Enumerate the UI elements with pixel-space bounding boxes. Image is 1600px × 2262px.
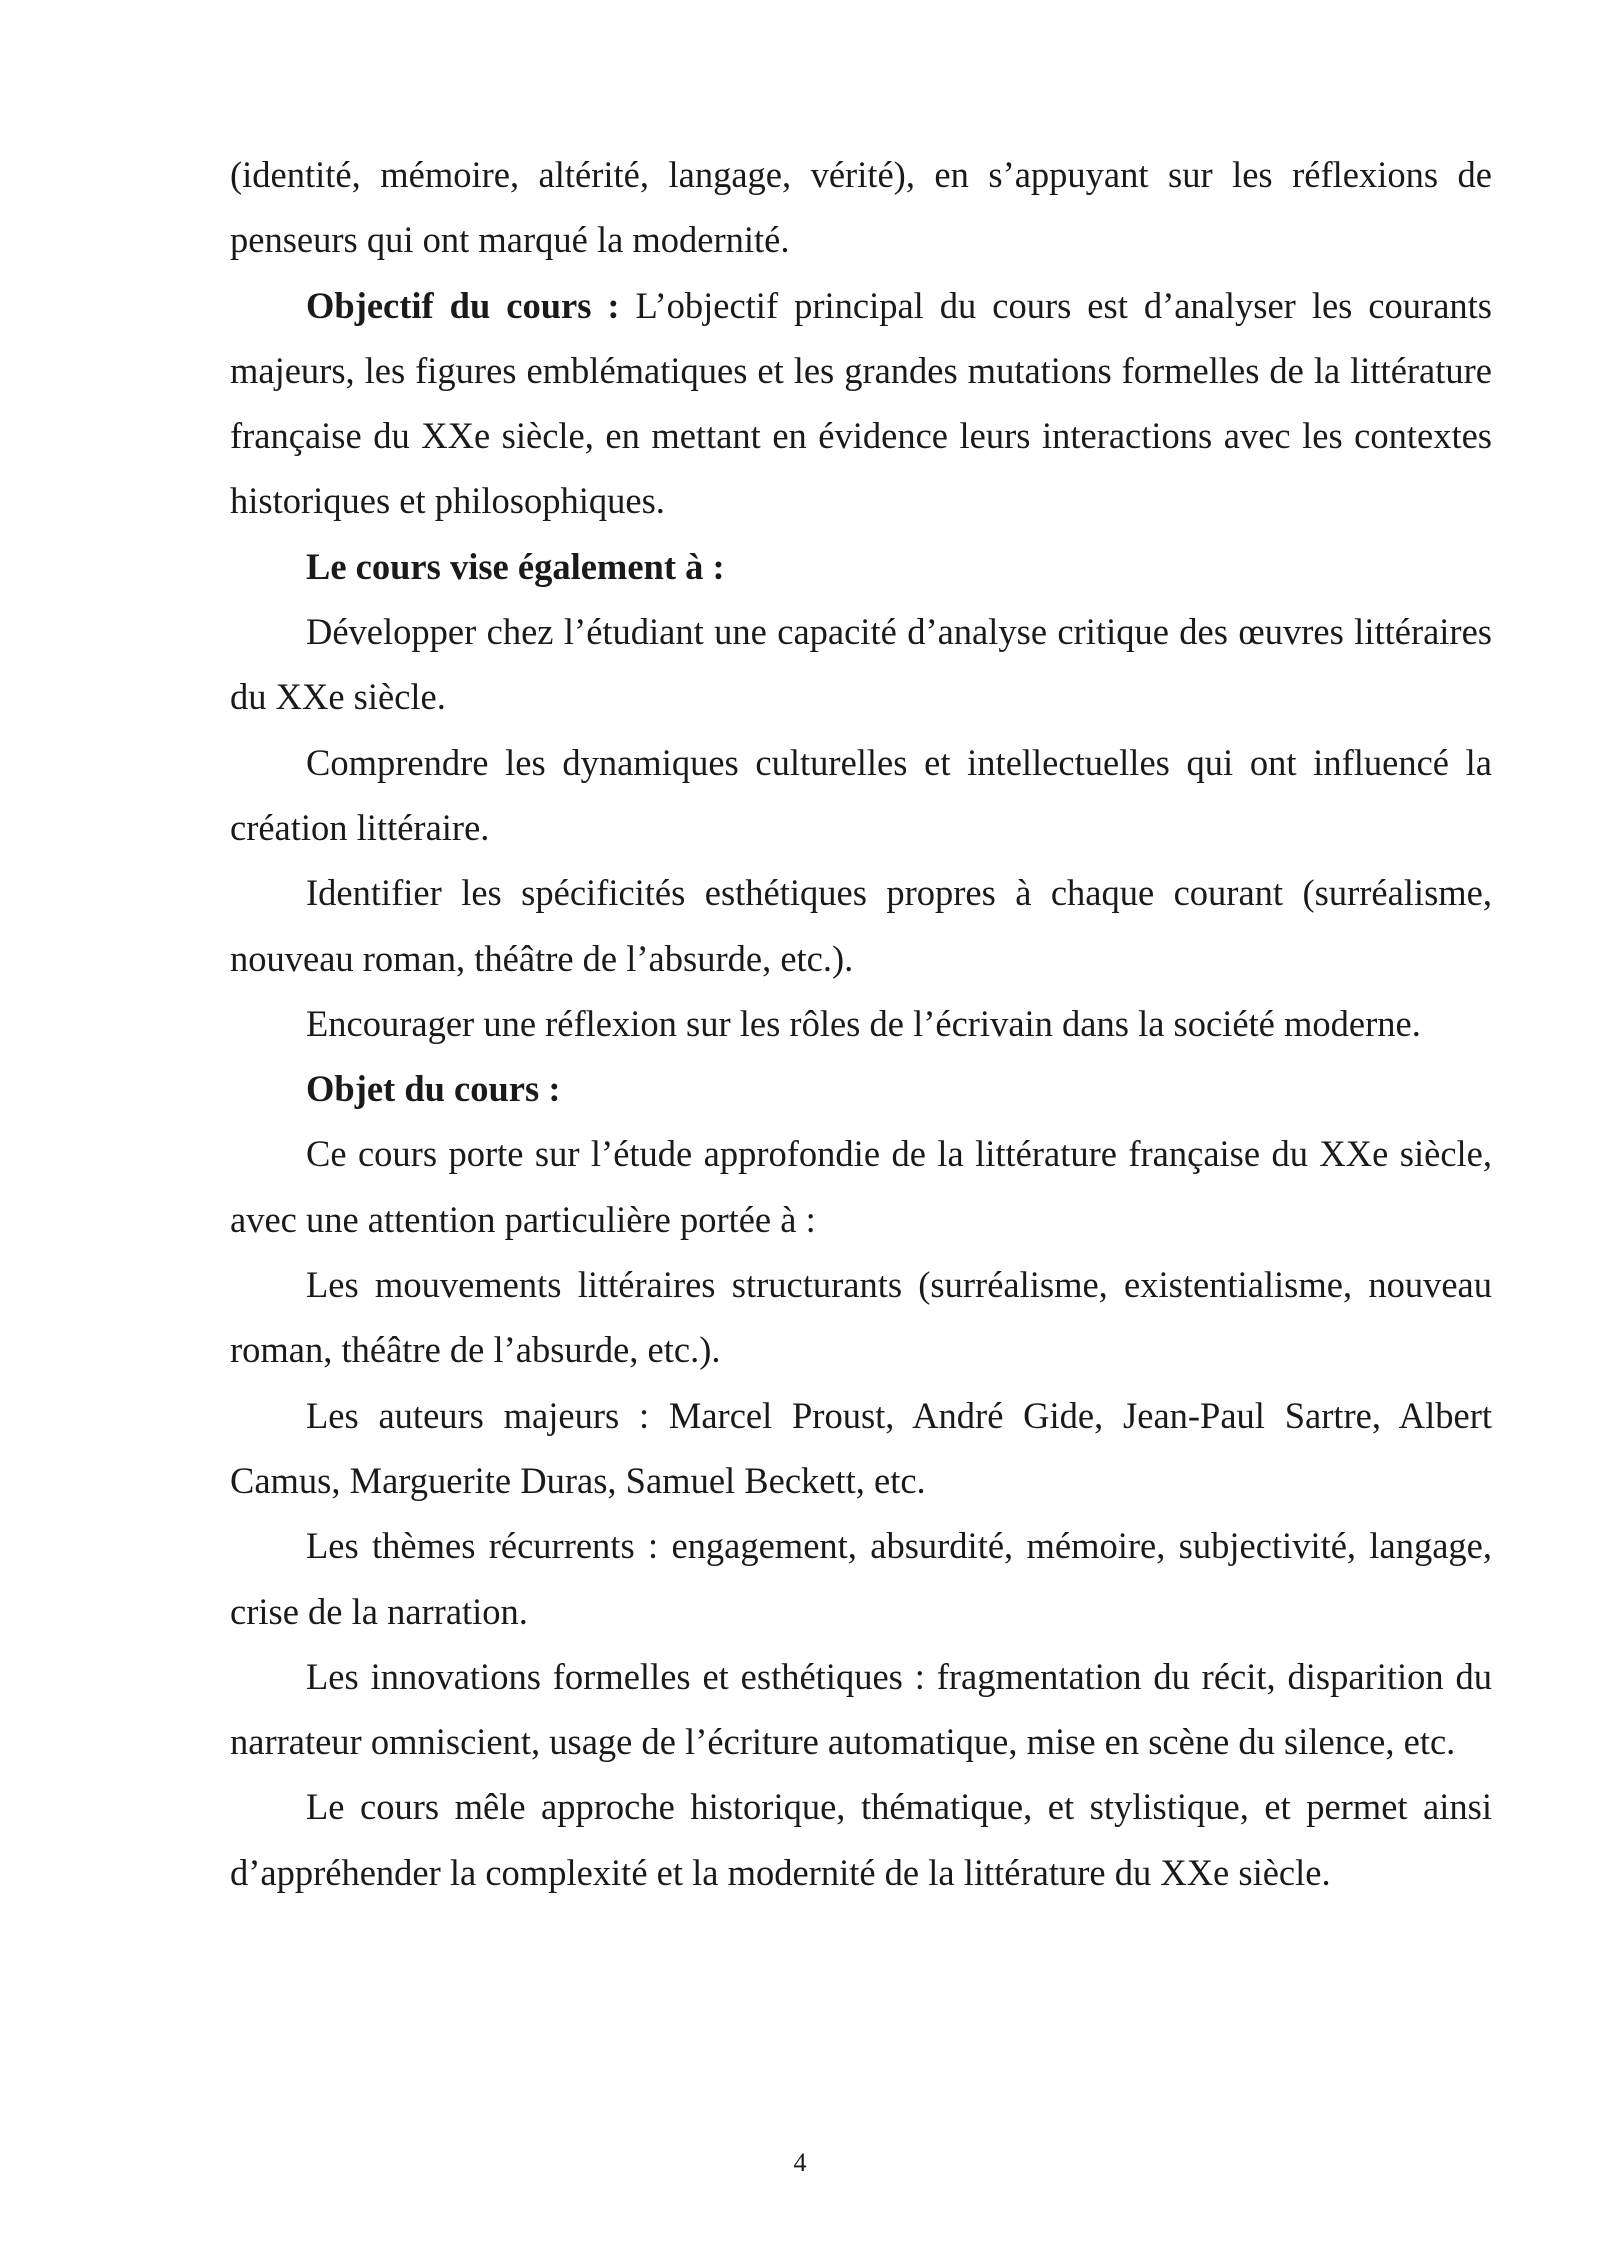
page-number: 4 <box>793 2148 807 2177</box>
paragraph-aim-aesthetics: Identifier les spécificités esthétiques propres à chaque courant (surréalisme, nouveau roman, théâtre de l’absurde, etc.). <box>230 872 1492 979</box>
paragraph-aim-critical-analysis: Développer chez l’étudiant une capacité d’analyse critique des œuvres littéraires du XXe siècle. <box>230 611 1492 718</box>
paragraph-aim-writer-role: Encourager une réflexion sur les rôles de l’écrivain dans la société moderne. <box>306 1002 1421 1044</box>
paragraph-subject-intro: Ce cours porte sur l’étude approfondie de la littérature française du XXe siècle, avec une attention particulière portée à : <box>230 1133 1492 1240</box>
body-text <box>230 142 1492 1905</box>
heading-course-aims: Le cours vise également à : <box>306 545 725 587</box>
paragraph-course-objective-text: L’objectif principal du cours est d’analyser les courants majeurs, les figures emblématiques et les grandes mutations formelles de la littérature française du XXe siècle, en mettant en évidence leurs interactions avec les contextes historiques et philosophiques. <box>230 284 1492 522</box>
heading-course-objective: Objectif du cours : <box>306 284 620 326</box>
paragraph-course-objective <box>230 273 1492 534</box>
paragraph-subject-authors: Les auteurs majeurs : Marcel Proust, André Gide, Jean-Paul Sartre, Albert Camus, Marguerite Duras, Samuel Beckett, etc. <box>230 1394 1492 1501</box>
paragraph-continuation: (identité, mémoire, altérité, langage, vérité), en s’appuyant sur les réflexions de penseurs qui ont marqué la modernité. <box>230 154 1492 261</box>
paragraph-course-approach: Le cours mêle approche historique, thématique, et stylistique, et permet ainsi d’appréhender la complexité et la modernité de la littérature du XXe siècle. <box>230 1786 1492 1893</box>
paragraph-subject-themes: Les thèmes récurrents : engagement, absurdité, mémoire, subjectivité, langage, crise de la narration. <box>230 1525 1492 1632</box>
heading-course-subject: Objet du cours : <box>306 1068 561 1110</box>
paragraph-subject-innovations: Les innovations formelles et esthétiques : fragmentation du récit, disparition du narrateur omniscient, usage de l’écriture automatique, mise en scène du silence, etc. <box>230 1655 1492 1763</box>
paragraph-subject-movements: Les mouvements littéraires structurants (surréalisme, existentialisme, nouveau roman, théâtre de l’absurde, etc.). <box>230 1264 1492 1371</box>
paragraph-aim-cultural-dynamics: Comprendre les dynamiques culturelles et intellectuelles qui ont influencé la création littéraire. <box>230 741 1492 848</box>
